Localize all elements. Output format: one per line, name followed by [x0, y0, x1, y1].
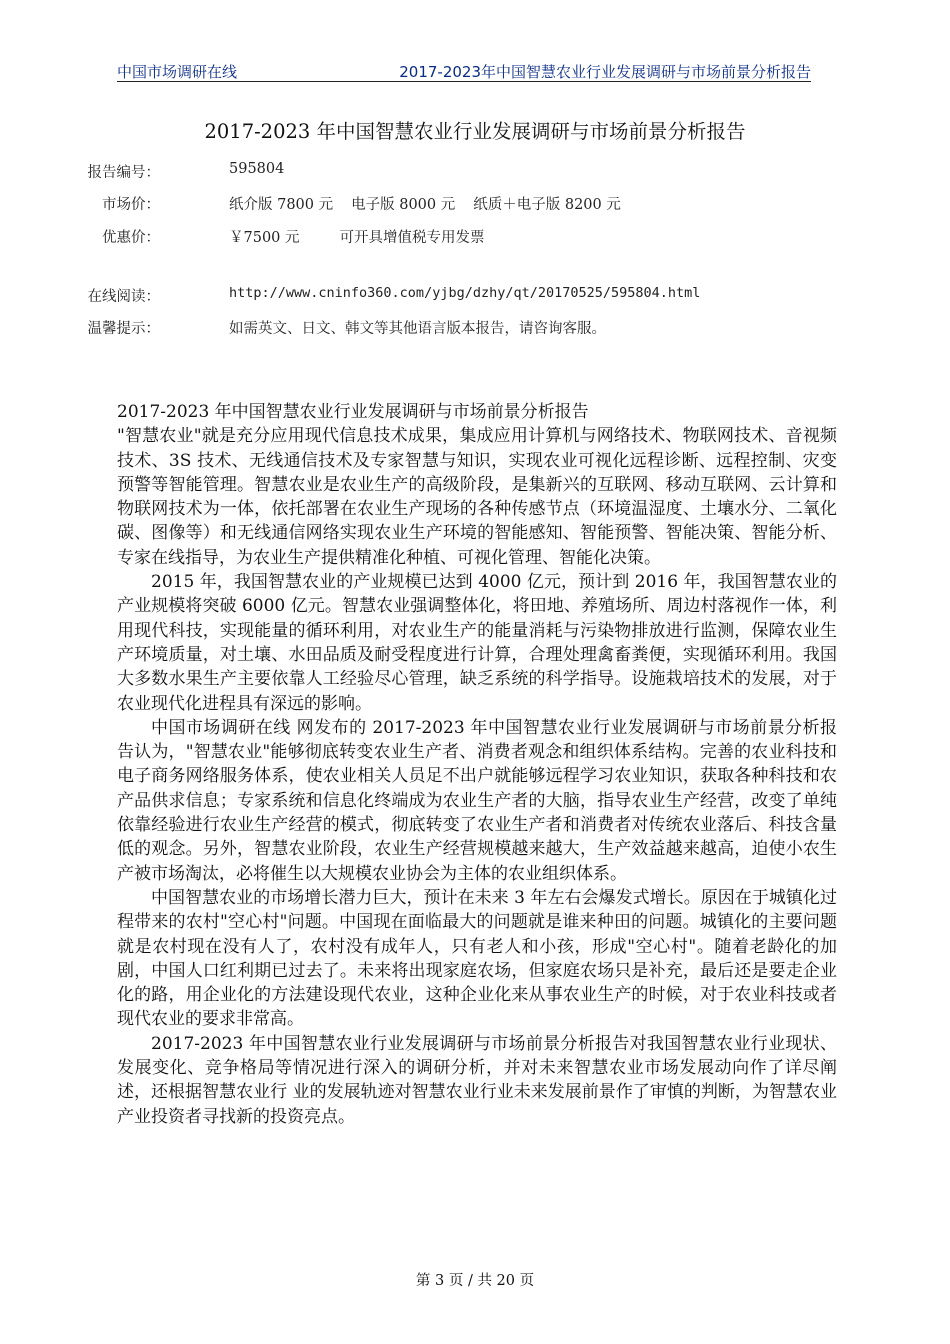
body-paragraph-2: 2015 年，我国智慧农业的产业规模已达到 4000 亿元，预计到 2016 年，我国智慧农业的产业规模将突破 6000 亿元。智慧农业强调整体化，将田地、养殖场所、周边村落视作一体，利用现代科技，实现能量的循环利用，对农业生产的能量消耗与污染物排放进行监测，保障农业生产环境质量，对土壤、水田品质及耐受程度进行计算，合理处理禽畜粪便，实现循环利用。我国大多数水果生产主要依靠人工经验尽心管理，缺乏系统的科学指导。设施栽培技术的发展，对于农业现代化进程具有深远的影响。 — [117, 572, 837, 714]
invoice-note: 可开具增值税专用发票 — [339, 230, 485, 246]
report-no-value: 595804 — [229, 161, 285, 177]
page-footer: 第 3 页 / 共 20 页 — [415, 1273, 535, 1289]
report-no-label: 报告编号： — [87, 165, 160, 181]
price-electronic: 电子版 8000 元 — [351, 197, 456, 213]
market-price-values — [229, 193, 639, 214]
body-paragraph-5: 2017-2023 年中国智慧农业行业发展调研与市场前景分析报告对我国智慧农业行业现状、发展变化、竞争格局等情况进行深入的调研分析，并对未来智慧农业市场发展动向作了详尽阐述，还根据智慧农业行 业的发展轨迹对智慧农业行业未来发展前景作了审慎的判断，为智慧农业产业投资者寻找新的投资亮点。 — [117, 1033, 837, 1127]
body-paragraph-3: 中国市场调研在线 网发布的 2017-2023 年中国智慧农业行业发展调研与市场前景分析报告认为，"智慧农业"能够彻底转变农业生产者、消费者观念和组织体系结构。完善的农业科技和电子商务网络服务体系，使农业相关人员足不出户就能够远程学习农业知识，获取各种科技和农产品供求信息；专家系统和信息化终端成为农业生产者的大脑，指导农业生产经营，改变了单纯依靠经验进行农业生产经营的模式，彻底转变了农业生产者和消费者对传统农业落后、科技含量低的观念。另外，智慧农业阶段，农业生产经营规模越来越大，生产效益越来越高，迫使小农生产被市场淘汰，必将催生以大规模农业协会为主体的农业组织体系。 — [117, 717, 837, 884]
discount-price: ￥7500 元 — [229, 230, 300, 246]
market-price-label: 市场价： — [102, 197, 160, 213]
header-site-name: 中国市场调研在线 — [117, 63, 238, 81]
price-both: 纸质＋电子版 8200 元 — [473, 197, 621, 213]
online-read-link[interactable]: http://www.cninfo360.com/yjbg/dzhy/qt/20170525/595804.html — [229, 285, 701, 301]
price-paper: 纸介版 7800 元 — [229, 197, 334, 213]
body-paragraph-4: 中国智慧农业的市场增长潜力巨大，预计在未来 3 年左右会爆发式增长。原因在于城镇化过程带来的农村"空心村"问题。中国现在面临最大的问题就是谁来种田的问题。城镇化的主要问题就是农村现在没有人了，农村没有成年人，只有老人和小孩，形成"空心村"。随着老龄化的加剧，中国人口红利期已过去了。未来将出现家庭农场，但家庭农场只是补充，最后还是要走企业化的路，用企业化的方法建设现代农业，这种企业化来从事农业生产的时候，对于农业科技或者现代农业的要求非常高。 — [117, 887, 837, 1030]
discount-price-label: 优惠价： — [102, 230, 160, 246]
body-heading: 2017-2023 年中国智慧农业行业发展调研与市场前景分析报告 — [117, 402, 589, 422]
page-header — [117, 59, 811, 82]
body-paragraph-1: "智慧农业"就是充分应用现代信息技术成果，集成应用计算机与网络技术、物联网技术、音视频技术、3S 技术、无线通信技术及专家智慧与知识，实现农业可视化远程诊断、远程控制、灾变预警等智能管理。智慧农业是农业生产的高级阶段，是集新兴的互联网、移动互联网、云计算和物联网技术为一体，依托部署在农业生产现场的各种传感节点（环境温湿度、土壤水分、二氧化碳、图像等）和无线通信网络实现农业生产环境的智能感知、智能预警、智能决策、智能分析、专家在线指导，为农业生产提供精准化种植、可视化管理、智能化决策。 — [117, 426, 837, 568]
header-report-title: 2017-2023年中国智慧农业行业发展调研与市场前景分析报告 — [399, 63, 811, 81]
tip-text: 如需英文、日文、韩文等其他语言版本报告，请咨询客服。 — [229, 321, 606, 337]
discount-price-values — [229, 226, 503, 247]
report-title: 2017-2023 年中国智慧农业行业发展调研与市场前景分析报告 — [204, 120, 746, 143]
report-body — [117, 400, 837, 1129]
online-read-label: 在线阅读： — [87, 289, 160, 305]
tip-label: 温馨提示： — [87, 321, 160, 337]
